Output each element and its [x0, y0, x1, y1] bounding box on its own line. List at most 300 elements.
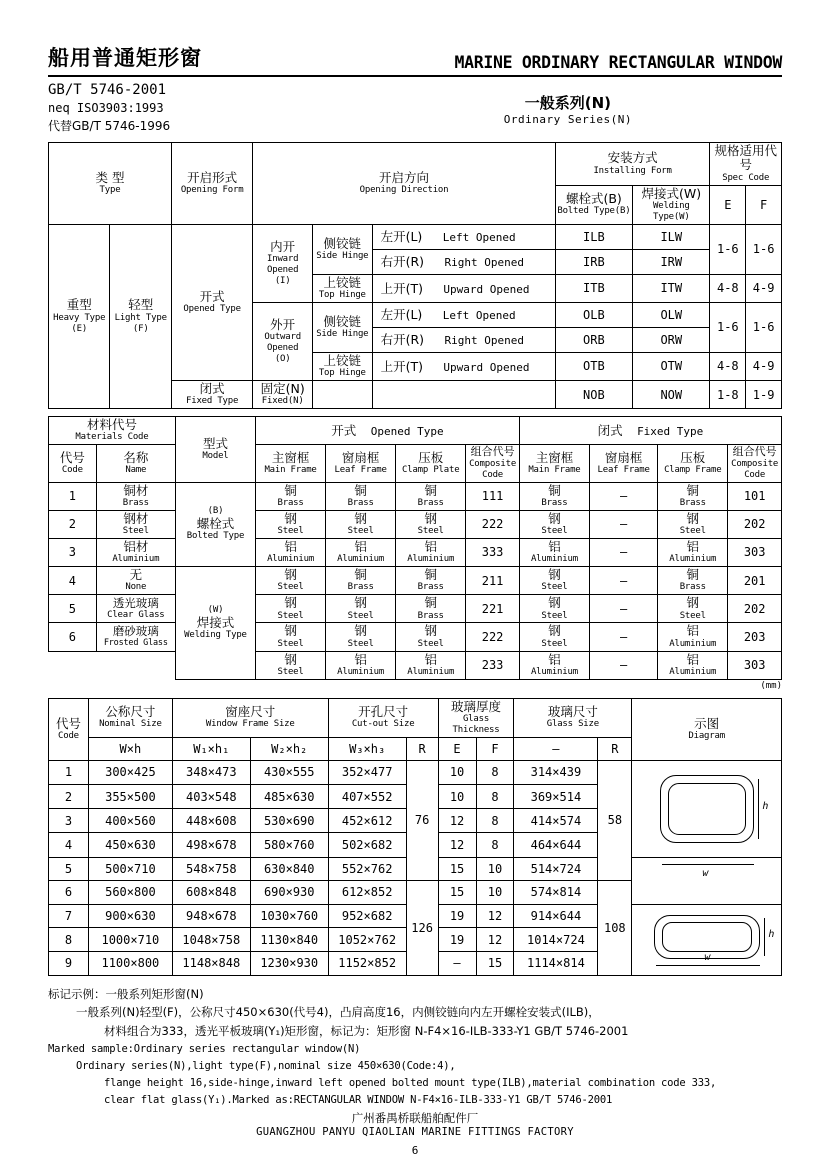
material-code: 1 [49, 482, 97, 510]
cell-bolted-code: ILB [555, 224, 632, 249]
cell-f-leaf: — [589, 623, 657, 651]
cell-o-clamp: 铜 Brass [396, 482, 466, 510]
size-code: 5 [49, 857, 89, 880]
size-code: 4 [49, 833, 89, 857]
size-thick-f: 8 [476, 833, 514, 857]
cell-top-hinge-out [313, 352, 373, 380]
fixed-group-cn: 闭式 [597, 423, 623, 439]
header-opening-direction [253, 143, 555, 225]
note-line-4: Marked sample:Ordinary series rectangular window(N) [48, 1042, 361, 1055]
direction-cn: 上开(T) [380, 358, 423, 374]
cell-f-main: 钢 Steel [519, 595, 589, 623]
code-cn: 代号 [59, 449, 85, 465]
material-name-en: Steel [122, 526, 149, 537]
header-clamp-frame-f [658, 445, 728, 482]
frame-en: Window Frame Size [205, 719, 295, 730]
size-thick-f: 10 [476, 880, 514, 904]
table-row [49, 224, 782, 249]
opened-type-cn: 开式 [199, 288, 225, 304]
outward-cn: 外开 [270, 316, 296, 332]
material-code: 4 [49, 567, 97, 595]
size-nominal: 450×630 [88, 833, 172, 857]
size-glass: 914×644 [514, 904, 598, 928]
size-glass: 414×574 [514, 809, 598, 833]
title-chinese: 船用普通矩形窗 [48, 46, 202, 70]
table-row [49, 417, 782, 445]
table-row [49, 567, 782, 595]
header-bolted [555, 185, 632, 224]
header-spec-cn: 规格适用代号 [714, 143, 777, 173]
dim-line-w [662, 864, 754, 865]
header-install-form [555, 143, 710, 186]
diagram-upper [632, 760, 782, 857]
header-composite-o [466, 445, 520, 482]
type-heavy-code: (E) [71, 323, 88, 334]
cell-spec-e: 4-8 [710, 274, 746, 302]
material-code: 2 [49, 510, 97, 538]
cell-o-clamp: 钢 Steel [396, 623, 466, 651]
size-thick-e: 19 [438, 904, 476, 928]
header-spec-en: Spec Code [722, 172, 770, 183]
unit-label: (mm) [760, 680, 782, 691]
material-name-cn: 铜材 [123, 482, 149, 498]
dim-label-h: h [768, 928, 775, 940]
direction-cn: 右开(R) [380, 254, 425, 270]
size-thick-f: 12 [476, 904, 514, 928]
cell-f-code: 303 [728, 651, 782, 679]
size-w1: 1048×758 [172, 928, 250, 952]
material-name-en: Aluminium [112, 554, 160, 565]
cell-welding-code: OTW [633, 352, 710, 380]
diagram-canvas-1 [632, 761, 781, 857]
cell-welding-code: ITW [633, 274, 710, 302]
opened-group-en: Opened Type [370, 425, 444, 439]
size-thick-e: 12 [438, 809, 476, 833]
note-line-2: 一般系列(N)轻型(F)，公称尺寸450×630(代号4)，凸肩高度16，内侧铰链向内左开螺栓安装式(ILB)， [76, 1005, 600, 1020]
header-model [175, 417, 255, 482]
main-frame-en: Main Frame [264, 465, 317, 476]
cell-bolted-code: OTB [555, 352, 632, 380]
header-leaf-frame-o [326, 445, 396, 482]
name-cn: 名称 [123, 449, 149, 465]
cell-f-clamp: 铝 Aluminium [658, 538, 728, 566]
material-name [96, 595, 175, 623]
note-line-5: Ordinary series(N),light type(F),nominal size 450×630(Code:4), [76, 1059, 456, 1072]
material-name [96, 538, 175, 566]
bolted-code: (B) [207, 506, 224, 517]
cell-f-leaf: — [589, 651, 657, 679]
size-glass: 369×514 [514, 784, 598, 808]
side-hinge-cn: 侧铰链 [323, 235, 362, 251]
size-w3: 352×477 [328, 760, 406, 784]
top-hinge-cn: 上铰链 [323, 352, 362, 368]
cell-fixed-type [171, 380, 252, 408]
cell-spec-e: 1-6 [710, 302, 746, 352]
opened-group-cn: 开式 [331, 423, 357, 439]
glass-en: Glass Size [546, 719, 599, 730]
cell-outward [253, 302, 313, 380]
cell-o-leaf: 铝 Aluminium [326, 651, 396, 679]
series-label [504, 80, 782, 126]
size-w1: 498×678 [172, 833, 250, 857]
page-header [48, 42, 782, 72]
cell-f-leaf: — [589, 595, 657, 623]
materials-code-cn: 材料代号 [86, 417, 137, 433]
bolted-en: Bolted Type [186, 531, 245, 542]
header-sym-w2: W₂×h₂ [250, 737, 328, 760]
cell-spec-f: 4-9 [746, 352, 782, 380]
standard-iso: neq ISO3903:1993 [48, 101, 164, 116]
cell-o-leaf: 钢 Steel [326, 595, 396, 623]
cell-o-code: 222 [466, 623, 520, 651]
size-nominal: 900×630 [88, 904, 172, 928]
table-row [49, 595, 782, 623]
size-code-en: Code [58, 730, 79, 741]
material-code: 3 [49, 538, 97, 566]
size-thick-f: 10 [476, 857, 514, 880]
leaf-frame-en: Leaf Frame [334, 465, 387, 476]
cell-f-clamp: 铜 Brass [658, 482, 728, 510]
header-composite-f [728, 445, 782, 482]
size-nominal: 560×800 [88, 880, 172, 904]
cell-side-hinge-out [313, 302, 373, 352]
cell-o-main: 铜 Brass [256, 482, 326, 510]
cell-empty [372, 380, 555, 408]
header-thick-e: E [438, 737, 476, 760]
note-line-6: flange height 16,side-hinge,inward left opened bolted mount type(ILB),material combination code 333, [104, 1076, 717, 1089]
name-en: Name [125, 465, 147, 476]
inward-code: (I) [274, 275, 291, 286]
bolted-cn: 螺栓式 [196, 516, 235, 532]
cell-f-clamp: 钢 Steel [658, 595, 728, 623]
direction-en: Right Opened [444, 334, 524, 348]
size-glass: 514×724 [514, 857, 598, 880]
standard-codes [48, 80, 170, 135]
type-light-code: (F) [132, 323, 149, 334]
header-sym-w1: W₁×h₁ [172, 737, 250, 760]
cell-direction [372, 327, 555, 352]
size-thick-e: 19 [438, 928, 476, 952]
size-w2: 580×760 [250, 833, 328, 857]
fixed-en: Fixed(N) [261, 396, 304, 407]
header-nominal [88, 698, 172, 737]
size-thick-e: 15 [438, 880, 476, 904]
header-main-frame-o [256, 445, 326, 482]
header-glass-r: R [598, 737, 632, 760]
main-frame-en: Main Frame [528, 465, 581, 476]
clamp-frame-en: Clamp Frame [664, 465, 722, 476]
direction-en: Left Opened [442, 309, 516, 323]
window-inner-tall [668, 783, 746, 835]
cell-f-clamp: 钢 Steel [658, 510, 728, 538]
header-install-cn: 安装方式 [607, 150, 658, 166]
size-w1: 348×473 [172, 760, 250, 784]
material-name-en: Brass [122, 497, 149, 508]
nominal-cn: 公称尺寸 [105, 704, 156, 720]
size-w2: 485×630 [250, 784, 328, 808]
size-w3: 552×762 [328, 857, 406, 880]
cell-o-leaf: 铜 Brass [326, 482, 396, 510]
size-nominal: 500×710 [88, 857, 172, 880]
size-code: 8 [49, 928, 89, 952]
header-glass-dash: — [514, 737, 598, 760]
dim-line-h [764, 918, 765, 956]
header-opening-form [171, 143, 252, 225]
fixed-type-cn: 闭式 [199, 380, 225, 396]
standard-block [48, 80, 782, 135]
header-fixed-group [519, 417, 781, 445]
window-inner-wide [662, 922, 752, 952]
clamp-plate-cn: 压板 [418, 449, 444, 465]
standard-replaces: 代替GB/T 5746-1996 [48, 118, 171, 133]
diagram-canvas-2 [632, 905, 781, 975]
cell-o-clamp: 铝 Aluminium [396, 651, 466, 679]
header-col-f: F [746, 185, 782, 224]
type-light-en: Light Type [114, 312, 167, 323]
title-english: MARINE ORDINARY RECTANGULAR WINDOW [454, 53, 782, 72]
cell-f-main: 铜 Brass [519, 482, 589, 510]
clamp-frame-cn: 压板 [680, 449, 706, 465]
cell-bolted-code: ORB [555, 327, 632, 352]
size-code-cn: 代号 [55, 715, 81, 731]
welding-en: Welding Type [184, 630, 247, 641]
inward-cn: 内开 [270, 238, 296, 254]
note-line-3: 材料组合为333，透光平板玻璃(Y₁)矩形窗，标记为：矩形窗 N-F4×16-ILB-333-Y1 GB/T 5746-2001 [104, 1023, 629, 1038]
size-code: 6 [49, 880, 89, 904]
header-thickness [438, 698, 514, 737]
cell-o-clamp: 铜 Brass [396, 567, 466, 595]
cell-spec-f: 1-6 [746, 224, 782, 274]
header-type-en: Type [99, 185, 121, 196]
size-w1: 1148×848 [172, 952, 250, 976]
leaf-frame-en: Leaf Frame [597, 465, 650, 476]
note-line-1: 标记示例：一般系列矩形窗(N) [48, 986, 204, 1001]
cell-top-hinge-in [313, 274, 373, 302]
table-row [49, 760, 782, 784]
leaf-frame-cn: 窗扇框 [604, 449, 643, 465]
size-w1: 948×678 [172, 904, 250, 928]
cell-o-leaf: 钢 Steel [326, 623, 396, 651]
cell-o-main: 钢 Steel [256, 567, 326, 595]
welding-code: (W) [207, 604, 224, 615]
cell-o-main: 铝 Aluminium [256, 538, 326, 566]
cell-spec-e: 1-8 [710, 380, 746, 408]
side-hinge-cn: 侧铰链 [323, 313, 362, 329]
material-name-cn: 钢材 [123, 510, 149, 526]
material-name-cn: 无 [129, 567, 143, 583]
opened-type-en: Opened Type [183, 304, 241, 315]
size-glass-r: 108 [598, 880, 632, 975]
table-row [49, 143, 782, 186]
cell-welding-code: IRW [633, 249, 710, 274]
header-thick-f: F [476, 737, 514, 760]
main-frame-cn: 主窗框 [535, 449, 574, 465]
cell-f-code: 202 [728, 595, 782, 623]
size-nominal: 1000×710 [88, 928, 172, 952]
code-en: Code [61, 465, 83, 476]
size-r: 76 [406, 760, 438, 880]
header-diagram [632, 698, 782, 760]
model-cn: 型式 [202, 435, 228, 451]
size-w3: 407×552 [328, 784, 406, 808]
size-r: 126 [406, 880, 438, 975]
cell-f-main: 钢 Steel [519, 567, 589, 595]
page-number: 6 [411, 1144, 419, 1157]
size-w2: 1130×840 [250, 928, 328, 952]
cell-type-heavy [49, 224, 110, 409]
size-w2: 630×840 [250, 857, 328, 880]
table-row [49, 482, 782, 510]
diagram-en: Diagram [688, 730, 725, 741]
composite-cn: 组合代号 [470, 445, 515, 459]
cell-f-leaf: — [589, 482, 657, 510]
cell-o-clamp: 钢 Steel [396, 510, 466, 538]
size-w2: 1230×930 [250, 952, 328, 976]
size-w2: 430×555 [250, 760, 328, 784]
header-install-en: Installing Form [593, 165, 672, 176]
size-nominal: 1100×800 [88, 952, 172, 976]
cell-o-clamp: 铜 Brass [396, 595, 466, 623]
cell-f-main: 钢 Steel [519, 510, 589, 538]
table-materials-model [48, 416, 782, 680]
nominal-en: Nominal Size [99, 719, 162, 730]
size-w2: 690×930 [250, 880, 328, 904]
size-code: 2 [49, 784, 89, 808]
header-sym-nominal: W×h [88, 737, 172, 760]
dim-line-h [758, 779, 759, 839]
cut-cn: 开孔尺寸 [358, 704, 409, 720]
cell-side-hinge-in [313, 224, 373, 274]
dim-label-h: h [762, 800, 769, 812]
header-bolted-en: Bolted Type(B) [557, 206, 631, 217]
cell-empty [313, 380, 373, 408]
cell-f-clamp: 铝 Aluminium [658, 651, 728, 679]
materials-code-en: Materials Code [75, 432, 149, 443]
dim-line-w [656, 965, 760, 966]
cell-f-code: 303 [728, 538, 782, 566]
material-name [96, 567, 175, 595]
material-name-en: Clear Glass [107, 610, 165, 620]
size-w2: 1030×760 [250, 904, 328, 928]
welding-cn: 焊接式 [196, 614, 235, 630]
cell-f-main: 铝 Aluminium [519, 651, 589, 679]
cell-direction [372, 224, 555, 249]
type-heavy-en: Heavy Type [53, 312, 106, 323]
cell-f-clamp: 铝 Aluminium [658, 623, 728, 651]
cell-f-clamp: 铜 Brass [658, 567, 728, 595]
cell-welding-code: ILW [633, 224, 710, 249]
size-code: 1 [49, 760, 89, 784]
size-nominal: 300×425 [88, 760, 172, 784]
cell-o-code: 222 [466, 510, 520, 538]
header-rule [48, 75, 782, 77]
cell-o-leaf: 铜 Brass [326, 567, 396, 595]
size-glass: 574×814 [514, 880, 598, 904]
header-code [49, 445, 97, 482]
cell-direction [372, 274, 555, 302]
glass-cn: 玻璃尺寸 [547, 704, 598, 720]
material-name-en: Frosted Glass [103, 638, 168, 649]
size-w3: 452×612 [328, 809, 406, 833]
size-thick-e: 15 [438, 857, 476, 880]
cell-o-main: 钢 Steel [256, 651, 326, 679]
direction-en: Upward Opened [443, 360, 530, 374]
type-light-cn: 轻型 [128, 297, 154, 313]
size-w1: 448×608 [172, 809, 250, 833]
size-w2: 530×690 [250, 809, 328, 833]
material-name-cn: 透光玻璃 [112, 595, 159, 610]
cell-f-leaf: — [589, 538, 657, 566]
header-opening-form-en: Opening Form [180, 185, 244, 196]
diagram-canvas-1b [632, 858, 781, 904]
table-row [49, 623, 782, 651]
material-name-cn: 磨砂玻璃 [112, 624, 159, 639]
cell-type-light [110, 224, 171, 409]
material-code: 5 [49, 595, 97, 623]
cell-spacer [96, 651, 175, 679]
composite-en: Composite Code [731, 458, 779, 480]
cell-f-leaf: — [589, 567, 657, 595]
cell-direction [372, 249, 555, 274]
header-cut [328, 698, 438, 737]
cell-f-code: 201 [728, 567, 782, 595]
material-name-en: None [125, 582, 147, 593]
table-type-opening [48, 142, 782, 409]
size-w3: 502×682 [328, 833, 406, 857]
cell-bolted-code: OLB [555, 302, 632, 327]
cell-o-clamp: 铝 Aluminium [396, 538, 466, 566]
cell-model-welding [175, 567, 255, 680]
dim-label-w: w [704, 951, 711, 963]
cell-f-code: 202 [728, 510, 782, 538]
fixed-cn: 固定(N) [260, 380, 305, 396]
material-name-cn: 铝材 [123, 538, 149, 554]
header-welding [633, 185, 710, 224]
cell-bolted-code: ITB [555, 274, 632, 302]
company-name-en: GUANGZHOU PANYU QIAOLIAN MARINE FITTINGS FACTORY [256, 1126, 574, 1138]
marking-notes [48, 985, 782, 1109]
material-name [96, 510, 175, 538]
composite-en: Composite Code [469, 458, 517, 480]
cell-o-main: 钢 Steel [256, 623, 326, 651]
side-hinge-en: Side Hinge [316, 329, 369, 340]
cell-o-main: 钢 Steel [256, 595, 326, 623]
size-w1: 608×848 [172, 880, 250, 904]
size-w1: 548×758 [172, 857, 250, 880]
size-glass: 1014×724 [514, 928, 598, 952]
size-thick-f: 15 [476, 952, 514, 976]
cell-o-code: 221 [466, 595, 520, 623]
cell-o-code: 333 [466, 538, 520, 566]
standard-number: GB/T 5746-2001 [48, 82, 167, 98]
series-chinese: 一般系列(N) [524, 94, 612, 112]
side-hinge-en: Side Hinge [316, 250, 369, 261]
material-name [96, 482, 175, 510]
cell-spec-f: 1-9 [746, 380, 782, 408]
header-type-cn: 类 型 [95, 169, 125, 185]
size-thick-f: 8 [476, 760, 514, 784]
diagram-cn: 示图 [694, 715, 720, 731]
header-frame [172, 698, 328, 737]
header-clamp-plate-o [396, 445, 466, 482]
note-line-7: clear flat glass(Y₁).Marked as:RECTANGULAR WINDOW N-F4×16-ILB-333-Y1 GB/T 5746-2001 [104, 1093, 613, 1106]
outward-en: Outward Opened [264, 332, 301, 354]
cell-spacer [49, 651, 97, 679]
cell-f-main: 钢 Steel [519, 623, 589, 651]
header-name [96, 445, 175, 482]
direction-en: Right Opened [444, 256, 524, 270]
thickness-en: Glass Thickness [452, 714, 500, 735]
